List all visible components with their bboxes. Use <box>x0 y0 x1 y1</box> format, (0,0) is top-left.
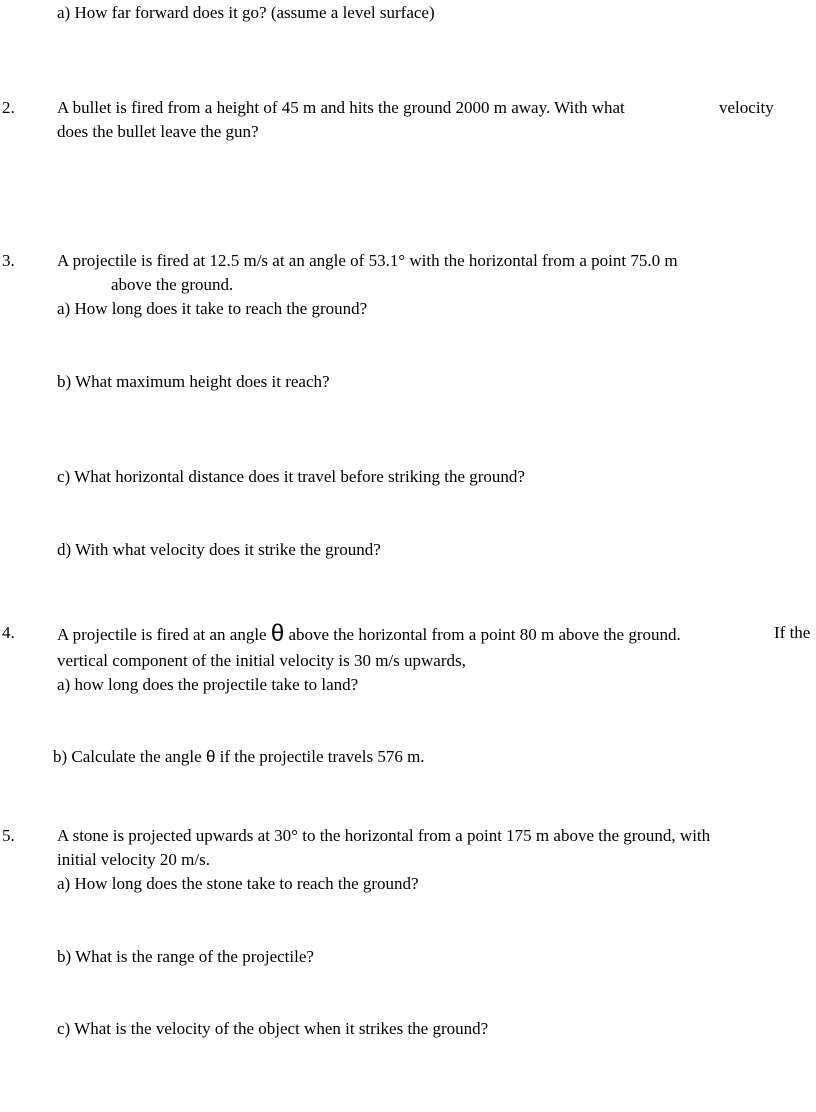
q5-text-line1: A stone is projected upwards at 30° to the horizontal from a point 175 m above the ground, with <box>57 826 711 845</box>
q4-part-a: a) how long does the projectile take to land? <box>57 675 359 694</box>
q1-part-a: a) How far forward does it go? (assume a level surface) <box>57 3 435 22</box>
theta-symbol-small: θ <box>205 747 216 766</box>
q5-number: 5. <box>2 826 15 845</box>
q4-text-line1-pre: A projectile is fired at an angle <box>57 625 271 644</box>
q3-text-line1: A projectile is fired at 12.5 m/s at an angle of 53.1° with the horizontal from a point 75.0 m <box>57 251 678 270</box>
q4-text-line1-post: above the horizontal from a point 80 m above the ground. <box>284 625 681 644</box>
q3-part-b: b) What maximum height does it reach? <box>57 372 330 391</box>
q5-part-c: c) What is the velocity of the object when it strikes the ground? <box>57 1019 489 1038</box>
q5-text-line2: initial velocity 20 m/s. <box>57 850 210 869</box>
q4-text-line2: vertical component of the initial velocity is 30 m/s upwards, <box>57 651 466 670</box>
q3-number: 3. <box>2 251 15 270</box>
q5-part-a: a) How long does the stone take to reach the ground? <box>57 874 419 893</box>
q2-text-line1: A bullet is fired from a height of 45 m and hits the ground 2000 m away. With what <box>57 98 625 117</box>
q2-number: 2. <box>2 98 15 117</box>
q4-text-line1-tail: If the <box>774 623 811 642</box>
q2-text-line1-tail: velocity <box>719 98 774 117</box>
q3-part-d: d) With what velocity does it strike the ground? <box>57 540 381 559</box>
q2-text-line2: does the bullet leave the gun? <box>57 122 259 141</box>
q3-text-line2: above the ground. <box>111 275 234 294</box>
q4-part-b-pre: b) Calculate the angle <box>53 747 206 766</box>
q4-text-line1 <box>57 620 681 647</box>
q4-part-b <box>53 747 425 767</box>
q5-part-b: b) What is the range of the projectile? <box>57 947 314 966</box>
q3-part-a: a) How long does it take to reach the ground? <box>57 299 368 318</box>
q4-part-b-post: if the projectile travels 576 m. <box>215 747 425 766</box>
q4-number: 4. <box>2 623 15 642</box>
theta-symbol: θ <box>270 620 285 647</box>
q3-part-c: c) What horizontal distance does it travel before striking the ground? <box>57 467 525 486</box>
